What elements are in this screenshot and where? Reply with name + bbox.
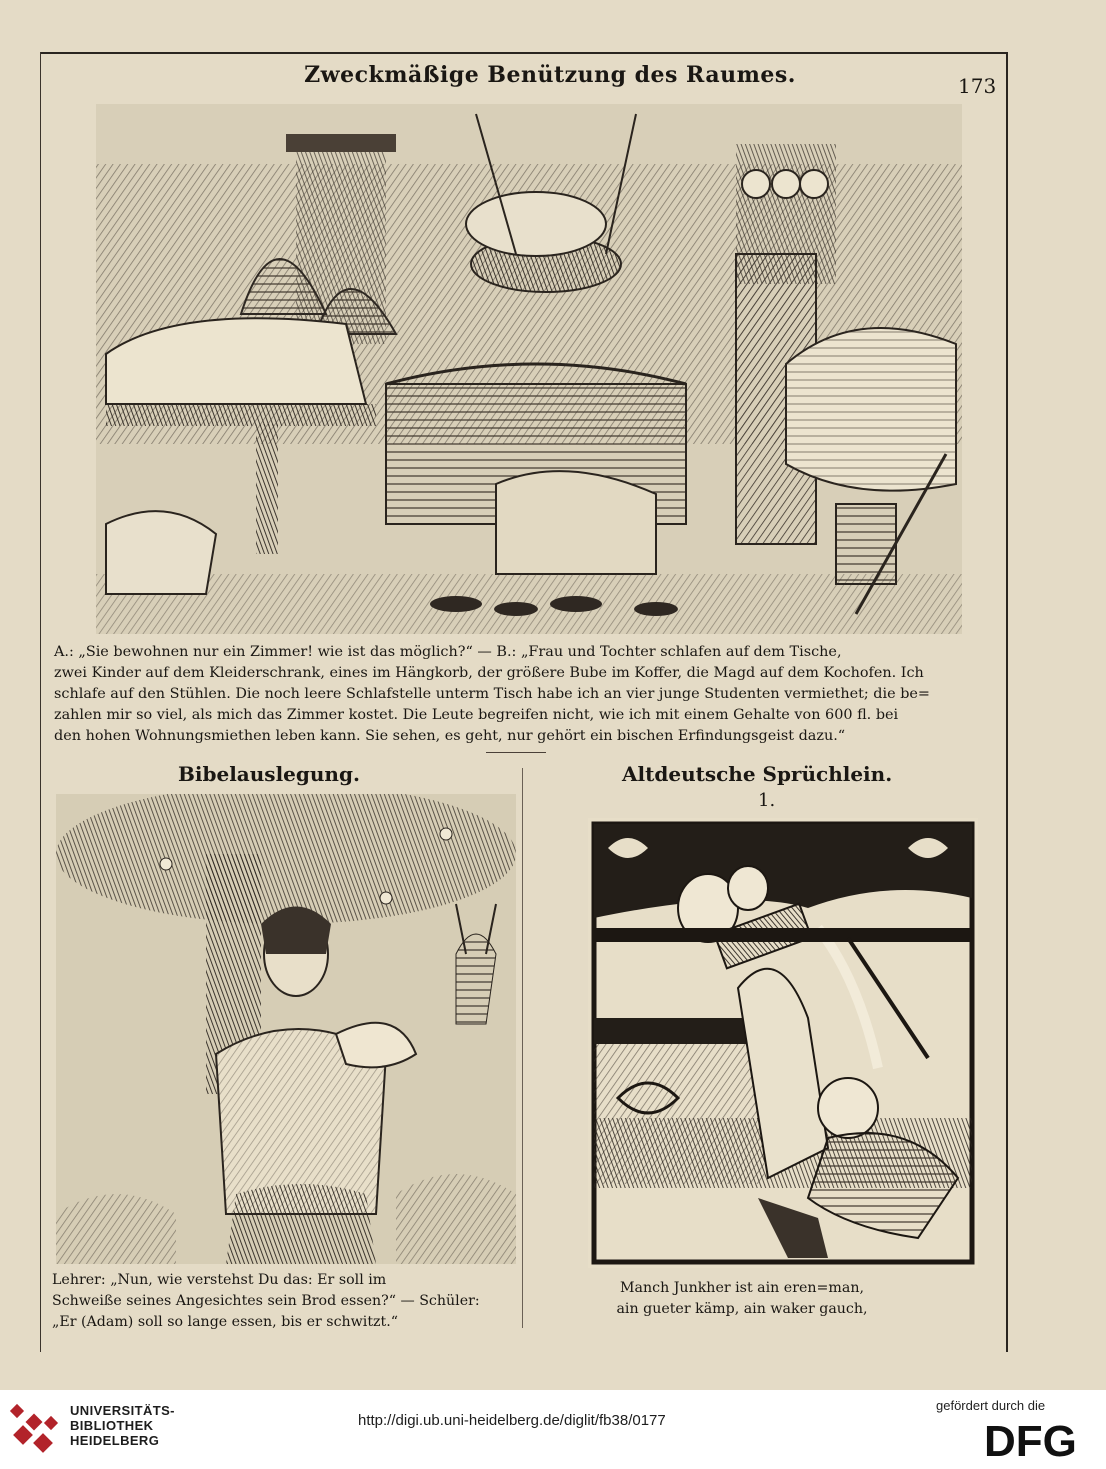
institution-line: UNIVERSITÄTS- [70,1403,175,1418]
top-caption [54,642,1000,747]
adam-illustration [56,794,516,1264]
source-url-link[interactable]: http://digi.ub.uni-heidelberg.de/diglit/fb38/0177 [358,1412,666,1429]
junker-engraving [588,818,978,1268]
left-caption-line: Lehrer: „Nun, wie verstehst Du das: Er soll im [52,1272,387,1288]
left-caption [52,1270,518,1333]
left-rule [40,52,41,1352]
junker-illustration [588,818,978,1268]
top-caption-line: schlafe auf den Stühlen. Die noch leere Schlafstelle unterm Tisch habe ich an vier junge Studenten vermiethet; die be= [54,686,930,702]
funded-by-label: gefördert durch die [936,1398,1046,1413]
right-heading: Altdeutsche Sprüchlein. [622,762,893,786]
page-number: 173 [958,74,997,98]
page-title: Zweckmäßige Benützung des Raumes. [304,62,796,88]
room-engraving [96,104,962,634]
column-rule [522,768,523,1328]
top-caption-line: zahlen mir so viel, als mich das Zimmer kostet. Die Leute begreifen nicht, wie ich mit einem Gehalte von 600 fl. bei [54,707,899,723]
right-rule [1006,52,1008,1352]
institution-line: BIBLIOTHEK [70,1418,154,1433]
right-caption-line: Manch Junkher ist ain eren=man, [620,1280,864,1296]
separator-line [486,752,546,753]
left-heading: Bibelauslegung. [178,762,360,786]
right-section-number: 1. [758,790,776,811]
adam-engraving [56,794,516,1264]
university-logo-icon [8,1402,64,1460]
left-caption-line: Schweiße seines Angesichtes sein Brod essen?“ — Schüler: [52,1293,480,1309]
left-caption-line: „Er (Adam) soll so lange essen, bis er schwitzt.“ [52,1314,398,1330]
top-caption-line: A.: „Sie bewohnen nur ein Zimmer! wie ist das möglich?“ — B.: „Frau und Tochter schlafen auf dem Tische, [54,644,842,660]
room-illustration [96,104,962,634]
top-caption-line: den hohen Wohnungsmiethen leben kann. Sie sehen, es geht, nur gehört ein bischen Erfindungsgeist dazu.“ [54,728,846,744]
right-caption-line: ain gueter kämp, ain waker gauch, [616,1301,868,1317]
dfg-logo-text: DFG [984,1418,1077,1460]
institution-line: HEIDELBERG [70,1433,160,1448]
dfg-logo-icon [982,1418,1092,1460]
right-caption [572,1278,912,1320]
top-rule [40,52,1008,54]
top-caption-line: zwei Kinder auf dem Kleiderschrank, eines im Hängkorb, der größere Bube im Koffer, die Magd auf dem Kochofen. Ich [54,665,924,681]
institution-name [70,1403,175,1448]
